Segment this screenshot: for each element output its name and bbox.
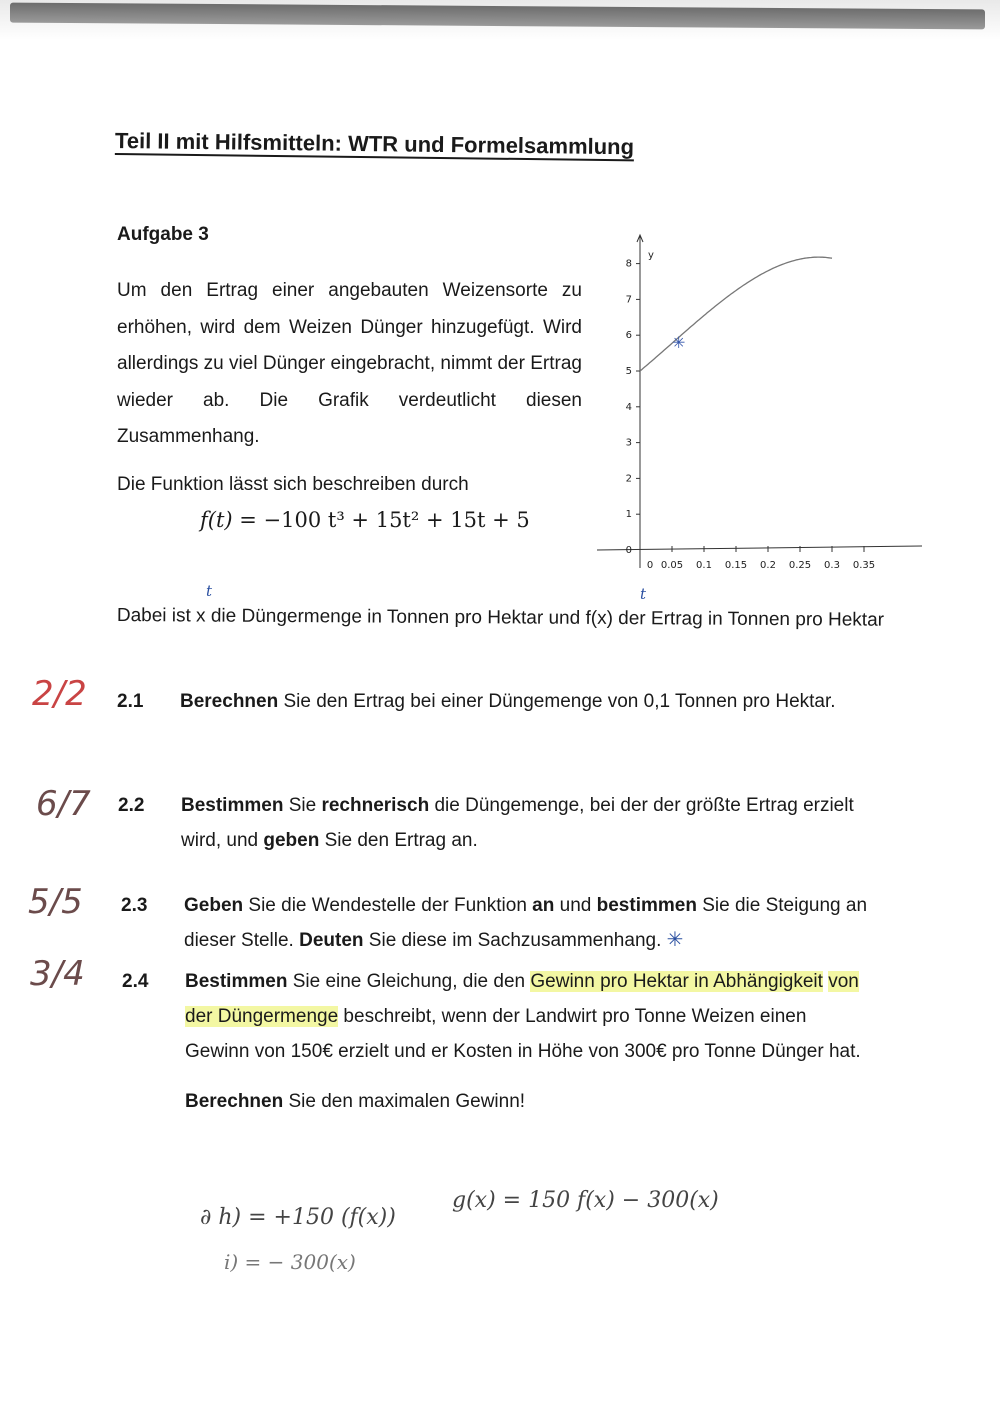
operator-word: Geben	[184, 895, 244, 916]
definition-text	[117, 598, 887, 639]
intro-text: Um den Ertrag einer angebauten Weizensorte zu erhöhen, wird dem Weizen Dünger hinzugefügt. Wird allerdings zu viel Dünger eingebracht, nimmt der Ertrag wieder ab. Die Grafik verdeutlicht diesen Zusammenhang.	[117, 280, 582, 447]
subtask-number: 2.3	[121, 895, 148, 916]
handwritten-line-1-left: ∂ h) = +150 (f(x))	[200, 1205, 396, 1230]
definition-part1: Dabei ist	[116, 604, 197, 627]
subtask-text: beschreibt, wenn der Landwirt pro Tonne Weizen einen Gewinn von 150€ erzielt und er Kosten in Höhe von 300€ pro Tonne Dünger hat.	[185, 1006, 861, 1062]
x-tick-label: 0.2	[760, 560, 776, 571]
subtask-text: und	[554, 895, 597, 916]
x-tick-label: 0.25	[788, 560, 812, 571]
highlighted-text: von der Düngermenge	[185, 971, 859, 1027]
operator-word: Berechnen	[180, 691, 279, 712]
y-tick-label: 0	[625, 545, 632, 556]
subtask-text: Sie	[283, 795, 322, 816]
page-title: Teil II mit Hilfsmitteln: WTR und Formelsammlung	[114, 128, 635, 160]
x-tick-label: 0.35	[852, 560, 876, 571]
subtask-text: Sie den Ertrag an.	[319, 830, 478, 851]
chart-ticks	[626, 259, 876, 571]
task-title: Aufgabe 3	[117, 224, 209, 245]
score-2-3: 5/5	[28, 882, 83, 922]
handwritten-line-2-left: i) = − 300(x)	[224, 1250, 356, 1274]
operator-word: geben	[263, 830, 320, 851]
subtask-text: Sie diese im Sachzusammenhang.	[363, 930, 662, 951]
y-tick-label: 1	[625, 509, 632, 521]
subtask-text: Sie die Steigung an dieser Stelle.	[184, 895, 868, 951]
yield-curve	[640, 257, 832, 371]
subtask-number: 2.4	[122, 971, 149, 992]
x-tick-label: 0.15	[724, 560, 748, 571]
operator-word: bestimmen	[596, 895, 697, 916]
definition-part3: der Ertrag in Tonnen pro Hektar	[612, 608, 885, 631]
operator-word: Deuten	[299, 930, 364, 951]
formula-lhs: f(t) =	[200, 508, 264, 532]
task-intro	[117, 273, 582, 456]
x-tick-label: 0.3	[824, 560, 840, 571]
y-tick-label: 3	[625, 437, 632, 449]
subtask-text: Sie den Ertrag bei einer Düngemenge von 0,1 Tonnen pro Hektar.	[278, 691, 836, 712]
x-tick-label: 0	[646, 560, 654, 571]
function-intro: Die Funktion lässt sich beschreiben durch	[117, 474, 469, 495]
x-axis	[597, 546, 922, 550]
subtask-number: 2.2	[118, 795, 145, 816]
y-tick-label: 4	[625, 401, 632, 413]
subtask-text: Sie eine Gleichung, die den	[287, 971, 531, 992]
operator-word: Berechnen	[185, 1091, 284, 1112]
subtask-body	[181, 788, 881, 858]
function-formula	[200, 508, 530, 532]
score-2-4: 3/4	[30, 954, 85, 994]
y-tick-label: 7	[625, 294, 632, 306]
score-2-1: 2/2	[32, 674, 87, 714]
operator-word: rechnerisch	[321, 795, 430, 816]
operator-word: Bestimmen	[185, 971, 288, 992]
subtask-body	[180, 684, 880, 719]
highlighted-text: Gewinn pro Hektar in Abhängigkeit	[530, 971, 823, 992]
y-tick-label: 2	[625, 473, 632, 485]
y-axis-label: y	[648, 250, 654, 261]
subtask-number: 2.1	[117, 691, 144, 712]
definition-part2: die Düngermenge in Tonnen pro Hektar und	[205, 605, 586, 629]
y-tick-label: 6	[625, 330, 632, 342]
handwritten-var-correction-2: t	[640, 585, 647, 603]
subtask-text: die Düngemenge, bei der der größte Ertrag erzielt wird, und	[181, 795, 854, 851]
operator-word: an	[532, 895, 555, 916]
operator-word: Bestimmen	[181, 795, 284, 816]
definition-var2: f(x)	[585, 607, 613, 630]
subtask-text: Sie die Wendestelle der Funktion	[243, 895, 533, 916]
handwritten-var-correction-1: t	[206, 582, 213, 600]
formula-rhs: −100 t³ + 15t² + 15t + 5	[263, 508, 530, 532]
y-tick-label: 8	[625, 258, 632, 270]
subtask-text: Sie den maximalen Gewinn!	[283, 1091, 526, 1112]
x-tick-label: 0.1	[696, 560, 712, 571]
subtask-body	[184, 888, 884, 958]
handwritten-line-1-right: g(x) = 150 f(x) − 300(x)	[452, 1188, 719, 1213]
yield-chart	[592, 228, 927, 578]
handwritten-mark-x: ✳	[672, 333, 686, 352]
handwritten-star: ✳	[666, 929, 684, 951]
y-tick-label: 5	[625, 366, 632, 377]
score-2-2: 6/7	[36, 784, 91, 824]
x-tick-label: 0.05	[660, 560, 684, 571]
definition-var1: x	[196, 605, 206, 627]
subtask-body	[185, 964, 875, 1119]
chart-axes	[597, 235, 922, 568]
